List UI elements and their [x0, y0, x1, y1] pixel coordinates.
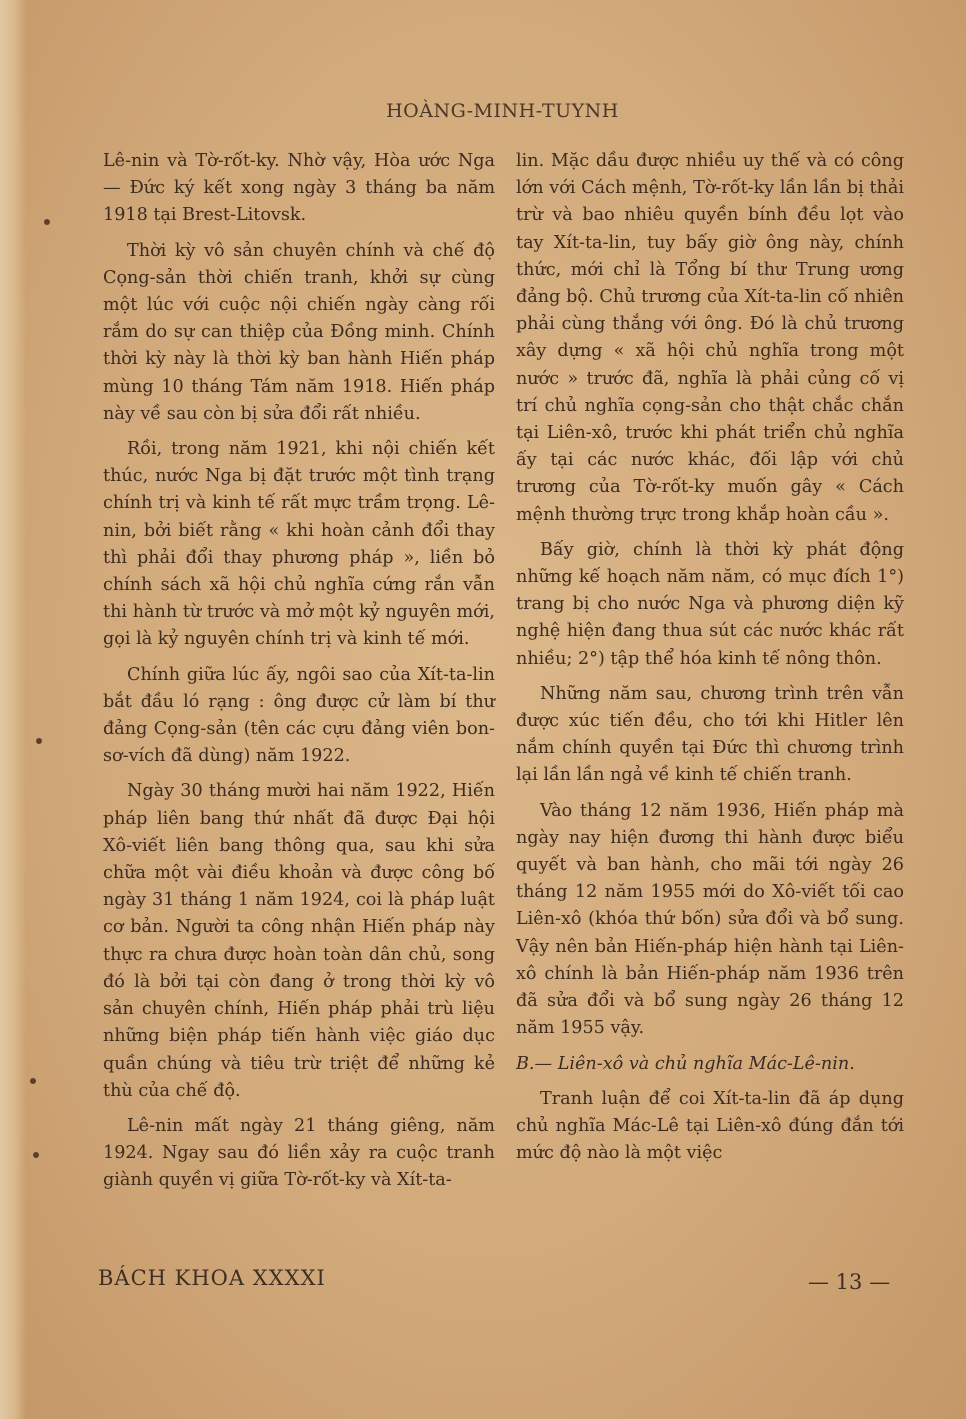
magazine-footer: BÁCH KHOA XXXXI: [98, 1266, 326, 1290]
binding-hole-mark: [33, 1152, 39, 1158]
running-header: HOÀNG-MINH-TUYNH: [386, 100, 619, 122]
paragraph: lin. Mặc dầu được nhiều uy thế và có công lớn với Cách mệnh, Tờ-rốt-ky lần lần bị thải trừ và bao nhiêu quyền bính đều lọt vào tay Xít-ta-lin, tuy bấy giờ ông này, chính thức, mới chỉ là Tổng bí thư Trung ương đảng bộ. Chủ trương của Xít-ta-lin cố nhiên phải cùng thắng với ông. Đó là chủ trương xây dựng « xã hội chủ nghĩa trong một nước » trước đã, nghĩa là phải củng cố vị trí chủ nghĩa cọng-sản cho thật chắc chắn tại Liên-xô, trước khi phát triển chủ nghĩa ấy tại các nước khác, đối lập với chủ trương của Tờ-rốt-ky muốn gây « Cách mệnh thường trực trong khắp hoàn cầu ».: [516, 151, 904, 525]
paragraph: Lê-nin mất ngày 21 tháng giêng, năm 1924. Ngay sau đó liền xảy ra cuộc tranh giành quyền vị giữa Tờ-rốt-ky và Xít-ta-: [103, 1115, 495, 1191]
paragraph: Ngày 30 tháng mười hai năm 1922, Hiến pháp liên bang thứ nhất đã được Đại hội Xô-viết liên bang thông qua, sau khi sửa chữa một vài điều khoản và được công bố ngày 31 tháng 1 năm 1924, coi là pháp luật cơ bản. Người ta công nhận Hiến pháp này thực ra chưa được hoàn toàn dân chủ, song đó là bởi tại còn đang ở trong thời kỳ vô sản chuyên chính, Hiến pháp phải trù liệu những biện pháp tiến hành việc giáo dục quần chúng và tiêu trừ triệt để những kẻ thù của chế độ.: [103, 781, 495, 1101]
page-number: — 13 —: [808, 1270, 891, 1294]
binding-hole-mark: [36, 738, 42, 744]
paragraph: Rồi, trong năm 1921, khi nội chiến kết thúc, nước Nga bị đặt trước một tình trạng chính trị và kinh tế rất mực trầm trọng. Lê-nin, bởi biết rằng « khi hoàn cảnh đổi thay thì phải đổi thay phương pháp », liền bỏ chính sách xã hội chủ nghĩa cứng rắn vẫn thi hành từ trước và mở một kỷ nguyên mới, gọi là kỷ nguyên chính trị và kinh tế mới.: [103, 439, 495, 650]
paragraph: Thời kỳ vô sản chuyên chính và chế độ Cọng-sản thời chiến tranh, khởi sự cùng một lúc với cuộc nội chiến ngày càng rối rắm do sự can thiệp của Đồng minh. Chính thời kỳ này là thời kỳ ban hành Hiến pháp mùng 10 tháng Tám năm 1918. Hiến pháp này về sau còn bị sửa đổi rất nhiều.: [103, 240, 495, 424]
page-binding-edge: [0, 0, 26, 1419]
paragraph: Tranh luận để coi Xít-ta-lin đã áp dụng chủ nghĩa Mác-Lê tại Liên-xô đúng đắn tới mức độ nào là một việc: [516, 1088, 904, 1164]
paragraph: Những năm sau, chương trình trên vẫn được xúc tiến đều, cho tới khi Hitler lên nắm chính quyền tại Đức thì chương trình lại lần lần ngả về kinh tế chiến tranh.: [516, 683, 904, 786]
paragraph: Lê-nin và Tờ-rốt-ky. Nhờ vậy, Hòa ước Nga — Đức ký kết xong ngày 3 tháng ba năm 1918 tại Brest-Litovsk.: [103, 151, 495, 226]
paragraph: Vào tháng 12 năm 1936, Hiến pháp mà ngày nay hiện đương thi hành được biểu quyết và ban hành, cho mãi tới ngày 26 tháng 12 năm 1955 mới do Xô-viết tối cao Liên-xô (khóa thứ bốn) sửa đổi và bổ sung. Vậy nên bản Hiến-pháp hiện hành tại Liên-xô chính là bản Hiến-pháp năm 1936 trên đã sửa đổi và bổ sung ngày 26 tháng 12 năm 1955 vậy.: [516, 800, 904, 1039]
section-heading: B.— Liên-xô và chủ nghĩa Mác-Lê-nin.: [516, 1053, 855, 1074]
paragraph: Bấy giờ, chính là thời kỳ phát động những kế hoạch năm năm, có mục đích 1°) trang bị cho nước Nga và phương diện kỹ nghệ hiện đang thua sút các nước khác rất nhiều; 2°) tập thể hóa kinh tế nông thôn.: [516, 539, 904, 669]
binding-hole-mark: [44, 219, 50, 225]
right-text-column: [516, 148, 904, 1175]
paragraph: Chính giữa lúc ấy, ngôi sao của Xít-ta-lin bắt đầu ló rạng : ông được cử làm bí thư đảng Cọng-sản (tên các cựu đảng viên bon-sơ-vích đã dùng) năm 1922.: [103, 664, 495, 767]
binding-hole-mark: [30, 1078, 36, 1084]
left-text-column: [103, 148, 495, 1203]
